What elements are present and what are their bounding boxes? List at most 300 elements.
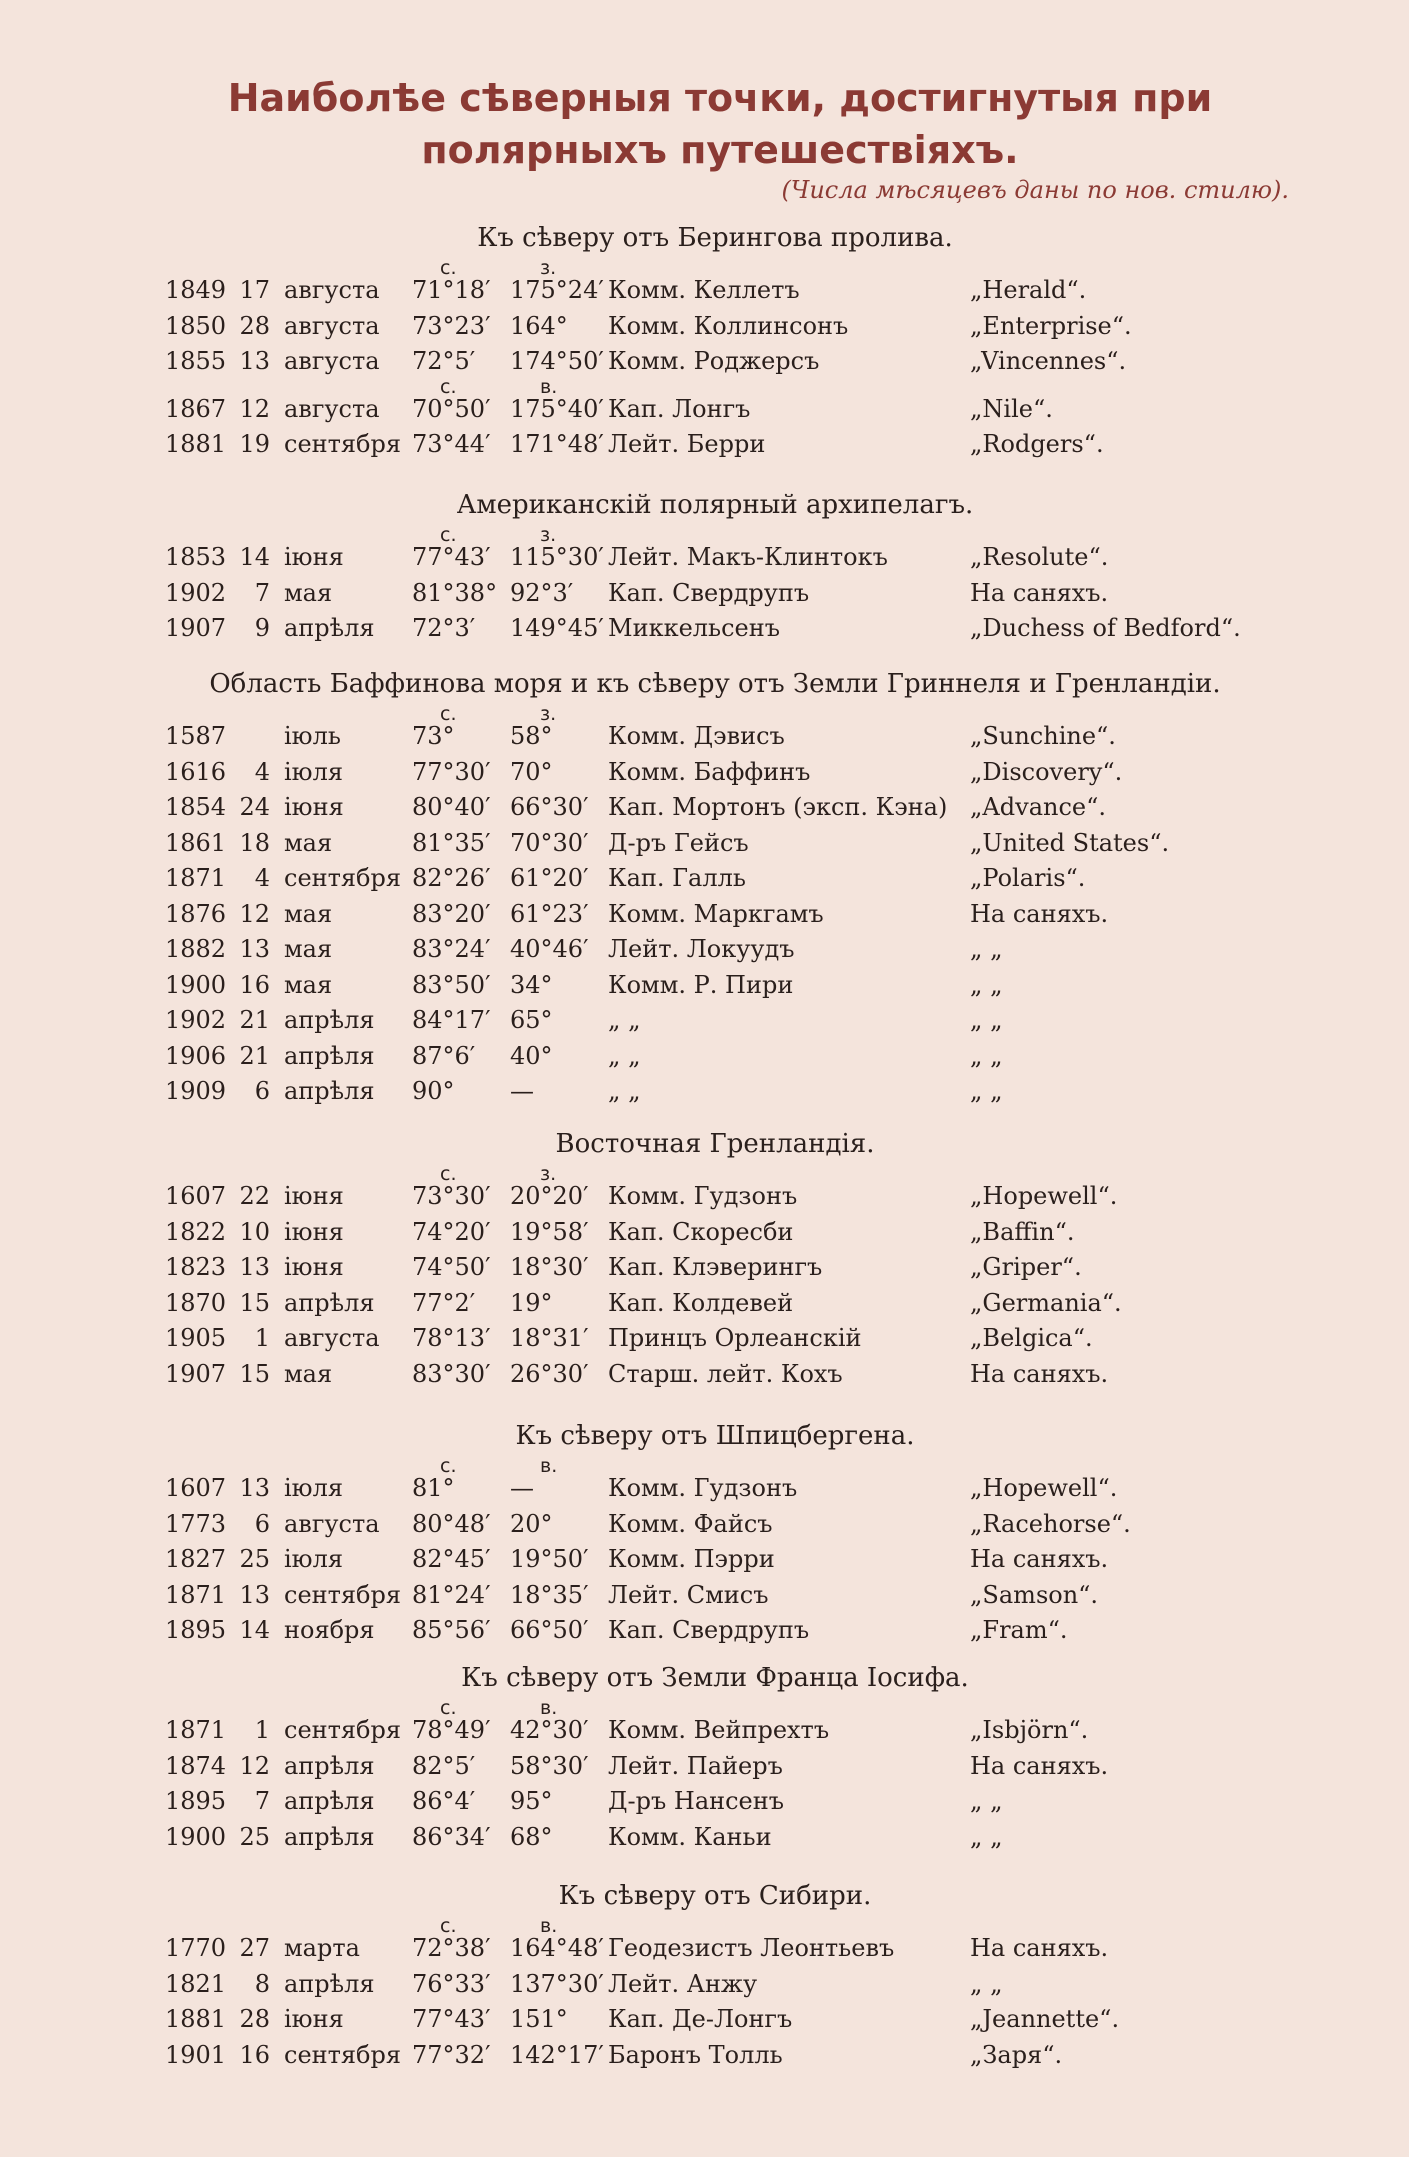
month-cell: іюня (284, 1182, 344, 1210)
day-cell: 1 (254, 1716, 270, 1744)
latitude-cell: 80°48′ (412, 1509, 491, 1538)
section-title: Къ сѣверу отъ Берингова пролива. (477, 223, 953, 253)
month-cell: апрѣля (284, 614, 375, 642)
latitude-header: с. (440, 257, 457, 279)
ship-cell: „Germania“. (970, 1288, 1122, 1317)
day-cell: 1 (254, 1324, 270, 1352)
latitude-cell: 86°34′ (412, 1822, 491, 1851)
longitude-cell: 149°45′ (510, 614, 604, 642)
month-cell: апрѣля (284, 1969, 375, 1998)
longitude-header: в. (540, 1915, 558, 1937)
longitude-header: з. (540, 524, 557, 546)
year-cell: 1773 (165, 1509, 227, 1538)
commander-cell: Комм. Келлетъ (608, 276, 800, 304)
ship-cell: „ „ (970, 1787, 1003, 1815)
table-row (0, 1470, 1409, 1506)
latitude-cell: 82°45′ (412, 1545, 491, 1573)
longitude-cell: — (510, 1474, 534, 1502)
latitude-cell: 72°38′ (412, 1934, 491, 1962)
month-cell: сентября (284, 430, 402, 458)
ship-cell: „ „ (970, 1822, 1003, 1851)
year-cell: 1821 (165, 1969, 227, 1998)
commander-cell: Д-ръ Нансенъ (608, 1787, 785, 1815)
day-cell: 6 (254, 1077, 270, 1105)
day-cell: 27 (239, 1934, 270, 1962)
commander-cell: „ „ (608, 1006, 641, 1034)
month-cell: апрѣля (284, 1077, 375, 1105)
ship-cell: На саняхъ. (970, 1359, 1109, 1388)
ship-cell: „Hopewell“. (970, 1182, 1118, 1210)
latitude-cell: 77°43′ (412, 543, 491, 571)
month-cell: іюня (284, 1253, 344, 1281)
commander-cell: „ „ (608, 1077, 641, 1105)
commander-cell: Принцъ Орлеанскій (608, 1324, 862, 1352)
commander-cell: Кап. Свердрупъ (608, 578, 810, 607)
month-cell: іюля (284, 757, 343, 786)
year-cell: 1861 (165, 828, 227, 857)
day-cell: 28 (239, 2005, 270, 2033)
latitude-cell: 83°30′ (412, 1359, 491, 1388)
table-row (0, 1002, 1409, 1038)
ship-cell: На саняхъ. (970, 1545, 1109, 1573)
ship-cell: „Polaris“. (970, 864, 1086, 892)
latitude-cell: 87°6′ (412, 1041, 476, 1070)
longitude-cell: 70°30′ (510, 828, 589, 857)
ship-cell: „Griper“. (970, 1253, 1082, 1281)
ship-cell: На саняхъ. (970, 899, 1109, 928)
latitude-cell: 82°5′ (412, 1751, 476, 1780)
table-row (0, 1214, 1409, 1250)
longitude-cell: 115°30′ (510, 543, 604, 571)
latitude-cell: 72°5′ (412, 347, 476, 375)
latitude-cell: 76°33′ (412, 1969, 491, 1998)
latitude-cell: 86°4′ (412, 1787, 476, 1815)
table-row (0, 1819, 1409, 1855)
longitude-cell: 142°17′ (510, 2040, 604, 2069)
longitude-cell: 137°30′ (510, 1969, 604, 1998)
ship-cell: „Заря“. (970, 2040, 1063, 2069)
year-cell: 1607 (165, 1474, 227, 1502)
ship-cell: „ „ (970, 935, 1003, 963)
year-cell: 1902 (165, 1006, 227, 1034)
year-cell: 1881 (165, 2005, 227, 2033)
day-cell: 17 (239, 276, 270, 304)
month-cell: августа (284, 311, 380, 340)
day-cell: 16 (239, 2040, 270, 2069)
ship-cell: „ „ (970, 1006, 1003, 1034)
month-cell: сентября (284, 864, 402, 892)
day-cell: 15 (239, 1359, 270, 1388)
longitude-cell: 164° (510, 311, 568, 340)
year-cell: 1901 (165, 2040, 227, 2069)
ship-cell: „Vincennes“. (970, 347, 1127, 375)
latitude-cell: 83°20′ (412, 899, 491, 928)
latitude-cell: 83°50′ (412, 970, 491, 999)
day-cell: 14 (239, 543, 270, 571)
table-row (0, 825, 1409, 861)
month-cell: мая (284, 899, 333, 928)
latitude-cell: 77°43′ (412, 2005, 491, 2033)
longitude-cell: 65° (510, 1006, 553, 1034)
commander-cell: Кап. Де-Лонгъ (608, 2005, 793, 2033)
section-title: Къ сѣверу отъ Земли Франца Іосифа. (461, 1663, 969, 1693)
year-cell: 1770 (165, 1934, 227, 1962)
commander-cell: Комм. Баффинъ (608, 757, 811, 786)
commander-cell: Лейт. Берри (608, 430, 766, 458)
commander-cell: Комм. Коллинсонъ (608, 311, 849, 340)
month-cell: мая (284, 970, 333, 999)
year-cell: 1850 (165, 311, 227, 340)
day-cell: 28 (239, 311, 270, 340)
latitude-header: с. (440, 1915, 457, 1937)
longitude-header: з. (540, 1163, 557, 1185)
year-cell: 1616 (165, 757, 227, 786)
year-cell: 1607 (165, 1182, 227, 1210)
day-cell: 18 (239, 828, 270, 857)
section-title: Область Баффинова моря и къ сѣверу отъ Земли Гриннеля и Гренландіи. (209, 669, 1221, 699)
longitude-cell: 175°40′ (510, 394, 604, 423)
commander-cell: Комм. Гудзонъ (608, 1182, 798, 1210)
table-row (0, 1966, 1409, 2002)
ship-cell: „Herald“. (970, 276, 1087, 304)
latitude-cell: 74°50′ (412, 1253, 491, 1281)
longitude-cell: 19°50′ (510, 1545, 589, 1573)
latitude-cell: 73°23′ (412, 311, 491, 340)
section-title: Восточная Гренландія. (555, 1129, 875, 1159)
commander-cell: Кап. Колдевей (608, 1288, 794, 1317)
day-cell: 15 (239, 1288, 270, 1317)
year-cell: 1823 (165, 1253, 227, 1281)
month-cell: іюля (284, 1474, 343, 1502)
month-cell: мая (284, 578, 333, 607)
longitude-cell: 26°30′ (510, 1359, 589, 1388)
ship-cell: „ „ (970, 1041, 1003, 1070)
ship-cell: „Nile“. (970, 394, 1053, 423)
day-cell: 4 (254, 864, 270, 892)
year-cell: 1853 (165, 543, 227, 571)
day-cell: 12 (239, 1751, 270, 1780)
latitude-cell: 77°2′ (412, 1288, 476, 1317)
latitude-cell: 77°30′ (412, 757, 491, 786)
section-title: Къ сѣверу отъ Шпицбергена. (515, 1421, 915, 1451)
ship-cell: „Baffin“. (970, 1217, 1075, 1246)
table-row (0, 610, 1409, 646)
ship-cell: „ „ (970, 1077, 1003, 1105)
latitude-cell: 85°56′ (412, 1616, 491, 1644)
ship-cell: „Enterprise“. (970, 311, 1132, 340)
latitude-cell: 80°40′ (412, 793, 491, 821)
table-row (0, 931, 1409, 967)
ship-cell: „Resolute“. (970, 543, 1109, 571)
table-row (0, 272, 1409, 308)
year-cell: 1895 (165, 1787, 227, 1815)
commander-cell: Комм. Маркгамъ (608, 899, 824, 928)
year-cell: 1827 (165, 1545, 227, 1573)
day-cell: 13 (239, 1580, 270, 1609)
month-cell: августа (284, 1509, 380, 1538)
table-row (0, 343, 1409, 379)
year-cell: 1906 (165, 1041, 227, 1070)
longitude-cell: 92°3′ (510, 578, 574, 607)
longitude-cell: 171°48′ (510, 430, 604, 458)
commander-cell: Кап. Мортонъ (эксп. Кэна) (608, 793, 948, 821)
longitude-cell: 68° (510, 1822, 553, 1851)
commander-cell: Комм. Р. Пири (608, 970, 794, 999)
table-row (0, 1612, 1409, 1648)
latitude-cell: 83°24′ (412, 935, 491, 963)
section-title: Къ сѣверу отъ Сибири. (558, 1881, 872, 1911)
latitude-cell: 73° (412, 722, 455, 750)
table-row (0, 1712, 1409, 1748)
ship-cell: „Jeannette“. (970, 2005, 1120, 2033)
longitude-cell: 34° (510, 970, 553, 999)
latitude-cell: 82°26′ (412, 864, 491, 892)
year-cell: 1849 (165, 276, 227, 304)
commander-cell: Комм. Файсъ (608, 1509, 773, 1538)
year-cell: 1876 (165, 899, 227, 928)
ship-cell: „Rodgers“. (970, 430, 1104, 458)
longitude-cell: 18°35′ (510, 1580, 589, 1609)
commander-cell: „ „ (608, 1041, 641, 1070)
ship-cell: На саняхъ. (970, 1751, 1109, 1780)
month-cell: іюля (284, 1545, 343, 1573)
table-row (0, 308, 1409, 344)
latitude-cell: 90° (412, 1077, 455, 1105)
longitude-cell: 151° (510, 2005, 568, 2033)
longitude-cell: 58°30′ (510, 1751, 589, 1780)
ship-cell: „Belgica“. (970, 1324, 1093, 1352)
month-cell: августа (284, 1324, 380, 1352)
longitude-cell: — (510, 1077, 534, 1105)
year-cell: 1871 (165, 1716, 227, 1744)
month-cell: апрѣля (284, 1006, 375, 1034)
longitude-cell: 58° (510, 722, 553, 750)
year-cell: 1905 (165, 1324, 227, 1352)
day-cell: 8 (254, 1969, 270, 1998)
month-cell: апрѣля (284, 1288, 375, 1317)
day-cell: 10 (239, 1217, 270, 1246)
table-row (0, 2001, 1409, 2037)
latitude-cell: 81°35′ (412, 828, 491, 857)
longitude-cell: 66°50′ (510, 1616, 589, 1644)
month-cell: марта (284, 1934, 360, 1962)
commander-cell: Комм. Вейпрехтъ (608, 1716, 830, 1744)
day-cell: 12 (239, 899, 270, 928)
month-cell: августа (284, 394, 380, 423)
page-title: Наиболѣе сѣверныя точки, достигнутыя при полярныхъ путешествіяхъ. (227, 76, 1213, 172)
day-cell: 19 (239, 430, 270, 458)
day-cell: 7 (254, 578, 270, 607)
longitude-header: з. (540, 257, 557, 279)
day-cell: 7 (254, 1787, 270, 1815)
month-cell: іюня (284, 1217, 344, 1246)
longitude-cell: 18°31′ (510, 1324, 589, 1352)
commander-cell: Кап. Скоресби (608, 1217, 794, 1246)
table-row (0, 1577, 1409, 1613)
year-cell: 1871 (165, 1580, 227, 1609)
table-row (0, 2037, 1409, 2073)
year-cell: 1909 (165, 1077, 227, 1105)
day-cell: 14 (239, 1616, 270, 1644)
commander-cell: Лейт. Смисъ (608, 1580, 769, 1609)
day-cell: 25 (239, 1822, 270, 1851)
latitude-cell: 77°32′ (412, 2040, 491, 2069)
longitude-header: в. (540, 375, 558, 398)
year-cell: 1907 (165, 1359, 227, 1388)
table-row (0, 575, 1409, 611)
ship-cell: „ „ (970, 970, 1003, 999)
commander-cell: Миккельсенъ (608, 614, 780, 642)
month-cell: мая (284, 828, 333, 857)
month-cell: мая (284, 935, 333, 963)
year-cell: 1822 (165, 1217, 227, 1246)
ship-cell: „Samson“. (970, 1580, 1099, 1609)
month-cell: іюня (284, 2005, 344, 2033)
latitude-header: с. (440, 1455, 457, 1477)
latitude-cell: 73°44′ (412, 430, 491, 458)
month-cell: іюль (284, 722, 341, 750)
commander-cell: Кап. Лонгъ (608, 394, 751, 423)
year-cell: 1907 (165, 614, 227, 642)
ship-cell: На саняхъ. (970, 578, 1109, 607)
table-row (0, 1285, 1409, 1321)
table-row (0, 391, 1409, 427)
table-row (0, 718, 1409, 754)
year-cell: 1900 (165, 970, 227, 999)
day-cell: 21 (239, 1041, 270, 1070)
commander-cell: Комм. Пэрри (608, 1545, 775, 1573)
month-cell: апрѣля (284, 1751, 375, 1780)
section-title: Американскій полярный архипелагъ. (456, 490, 974, 520)
ship-cell: „Fram“. (970, 1616, 1068, 1644)
longitude-cell: 175°24′ (510, 276, 604, 304)
year-cell: 1881 (165, 430, 227, 458)
longitude-header: в. (540, 1455, 558, 1477)
month-cell: апрѣля (284, 1822, 375, 1851)
latitude-header: с. (440, 524, 457, 546)
ship-cell: „Isbjörn“. (970, 1716, 1089, 1744)
longitude-cell: 61°20′ (510, 864, 589, 892)
day-cell: 25 (239, 1545, 270, 1573)
day-cell: 22 (239, 1182, 270, 1210)
ship-cell: „Discovery“. (970, 757, 1123, 786)
commander-cell: Д-ръ Гейсъ (608, 828, 749, 857)
year-cell: 1870 (165, 1288, 227, 1317)
table-row (0, 1073, 1409, 1109)
table-row (0, 1541, 1409, 1577)
commander-cell: Комм. Роджерсъ (608, 347, 820, 375)
ship-cell: „United States“. (970, 828, 1170, 857)
latitude-cell: 84°17′ (412, 1006, 491, 1034)
month-cell: августа (284, 276, 380, 304)
year-cell: 1867 (165, 394, 227, 423)
month-cell: апрѣля (284, 1787, 375, 1815)
year-cell: 1871 (165, 864, 227, 892)
table-row (0, 1356, 1409, 1392)
year-cell: 1854 (165, 793, 227, 821)
latitude-cell: 78°13′ (412, 1324, 491, 1352)
ship-cell: На саняхъ. (970, 1934, 1109, 1962)
longitude-cell: 40° (510, 1041, 553, 1070)
commander-cell: Кап. Галль (608, 864, 746, 892)
latitude-cell: 71°18′ (412, 276, 491, 304)
table-row (0, 1930, 1409, 1966)
ship-cell: „Racehorse“. (970, 1509, 1131, 1538)
longitude-cell: 95° (510, 1787, 553, 1815)
table-row (0, 789, 1409, 825)
latitude-cell: 81°24′ (412, 1580, 491, 1609)
table-row (0, 860, 1409, 896)
longitude-cell: 20° (510, 1509, 553, 1538)
table-row (0, 967, 1409, 1003)
latitude-cell: 81°38° (412, 578, 498, 607)
year-cell: 1874 (165, 1751, 227, 1780)
latitude-header: с. (440, 703, 457, 725)
month-cell: сентября (284, 2040, 402, 2069)
day-cell: 13 (239, 935, 270, 963)
latitude-cell: 74°20′ (412, 1217, 491, 1246)
table-row (0, 1748, 1409, 1784)
commander-cell: Баронъ Толль (608, 2040, 783, 2069)
table-row (0, 1506, 1409, 1542)
table-row (0, 754, 1409, 790)
day-cell: 24 (239, 793, 270, 821)
longitude-cell: 42°30′ (510, 1716, 589, 1744)
year-cell: 1587 (165, 722, 227, 750)
day-cell: 21 (239, 1006, 270, 1034)
commander-cell: Лейт. Пайеръ (608, 1751, 783, 1780)
day-cell: 9 (254, 614, 270, 642)
longitude-cell: 66°30′ (510, 793, 589, 821)
table-row (0, 1038, 1409, 1074)
ship-cell: „Sunchine“. (970, 722, 1116, 750)
commander-cell: Комм. Дэвисъ (608, 722, 785, 750)
longitude-cell: 20°20′ (510, 1182, 589, 1210)
month-cell: сентября (284, 1716, 402, 1744)
month-cell: сентября (284, 1580, 402, 1609)
ship-cell: „ „ (970, 1969, 1003, 1998)
commander-cell: Геодезистъ Леонтьевъ (608, 1934, 895, 1962)
year-cell: 1900 (165, 1822, 227, 1851)
latitude-cell: 81° (412, 1474, 455, 1502)
latitude-header: с. (440, 1697, 457, 1719)
ship-cell: „Hopewell“. (970, 1474, 1118, 1502)
ship-cell: „Advance“. (970, 793, 1106, 821)
commander-cell: Лейт. Макъ-Клинтокъ (608, 543, 888, 571)
longitude-cell: 18°30′ (510, 1253, 589, 1281)
year-cell: 1855 (165, 347, 227, 375)
table-row (0, 539, 1409, 575)
day-cell: 4 (254, 757, 270, 786)
table-row (0, 426, 1409, 462)
year-cell: 1895 (165, 1616, 227, 1644)
day-cell: 13 (239, 1253, 270, 1281)
month-cell: мая (284, 1359, 333, 1388)
day-cell: 12 (239, 394, 270, 423)
commander-cell: Кап. Клэверингъ (608, 1253, 823, 1281)
longitude-cell: 19°58′ (510, 1217, 589, 1246)
table-row (0, 1249, 1409, 1285)
commander-cell: Старш. лейт. Кохъ (608, 1359, 843, 1388)
table-row (0, 1178, 1409, 1214)
longitude-cell: 164°48′ (510, 1934, 604, 1962)
year-cell: 1902 (165, 578, 227, 607)
day-cell: 6 (254, 1509, 270, 1538)
longitude-cell: 174°50′ (510, 347, 604, 375)
day-cell: 13 (239, 347, 270, 375)
longitude-cell: 40°46′ (510, 935, 589, 963)
commander-cell: Комм. Каньи (608, 1822, 772, 1851)
